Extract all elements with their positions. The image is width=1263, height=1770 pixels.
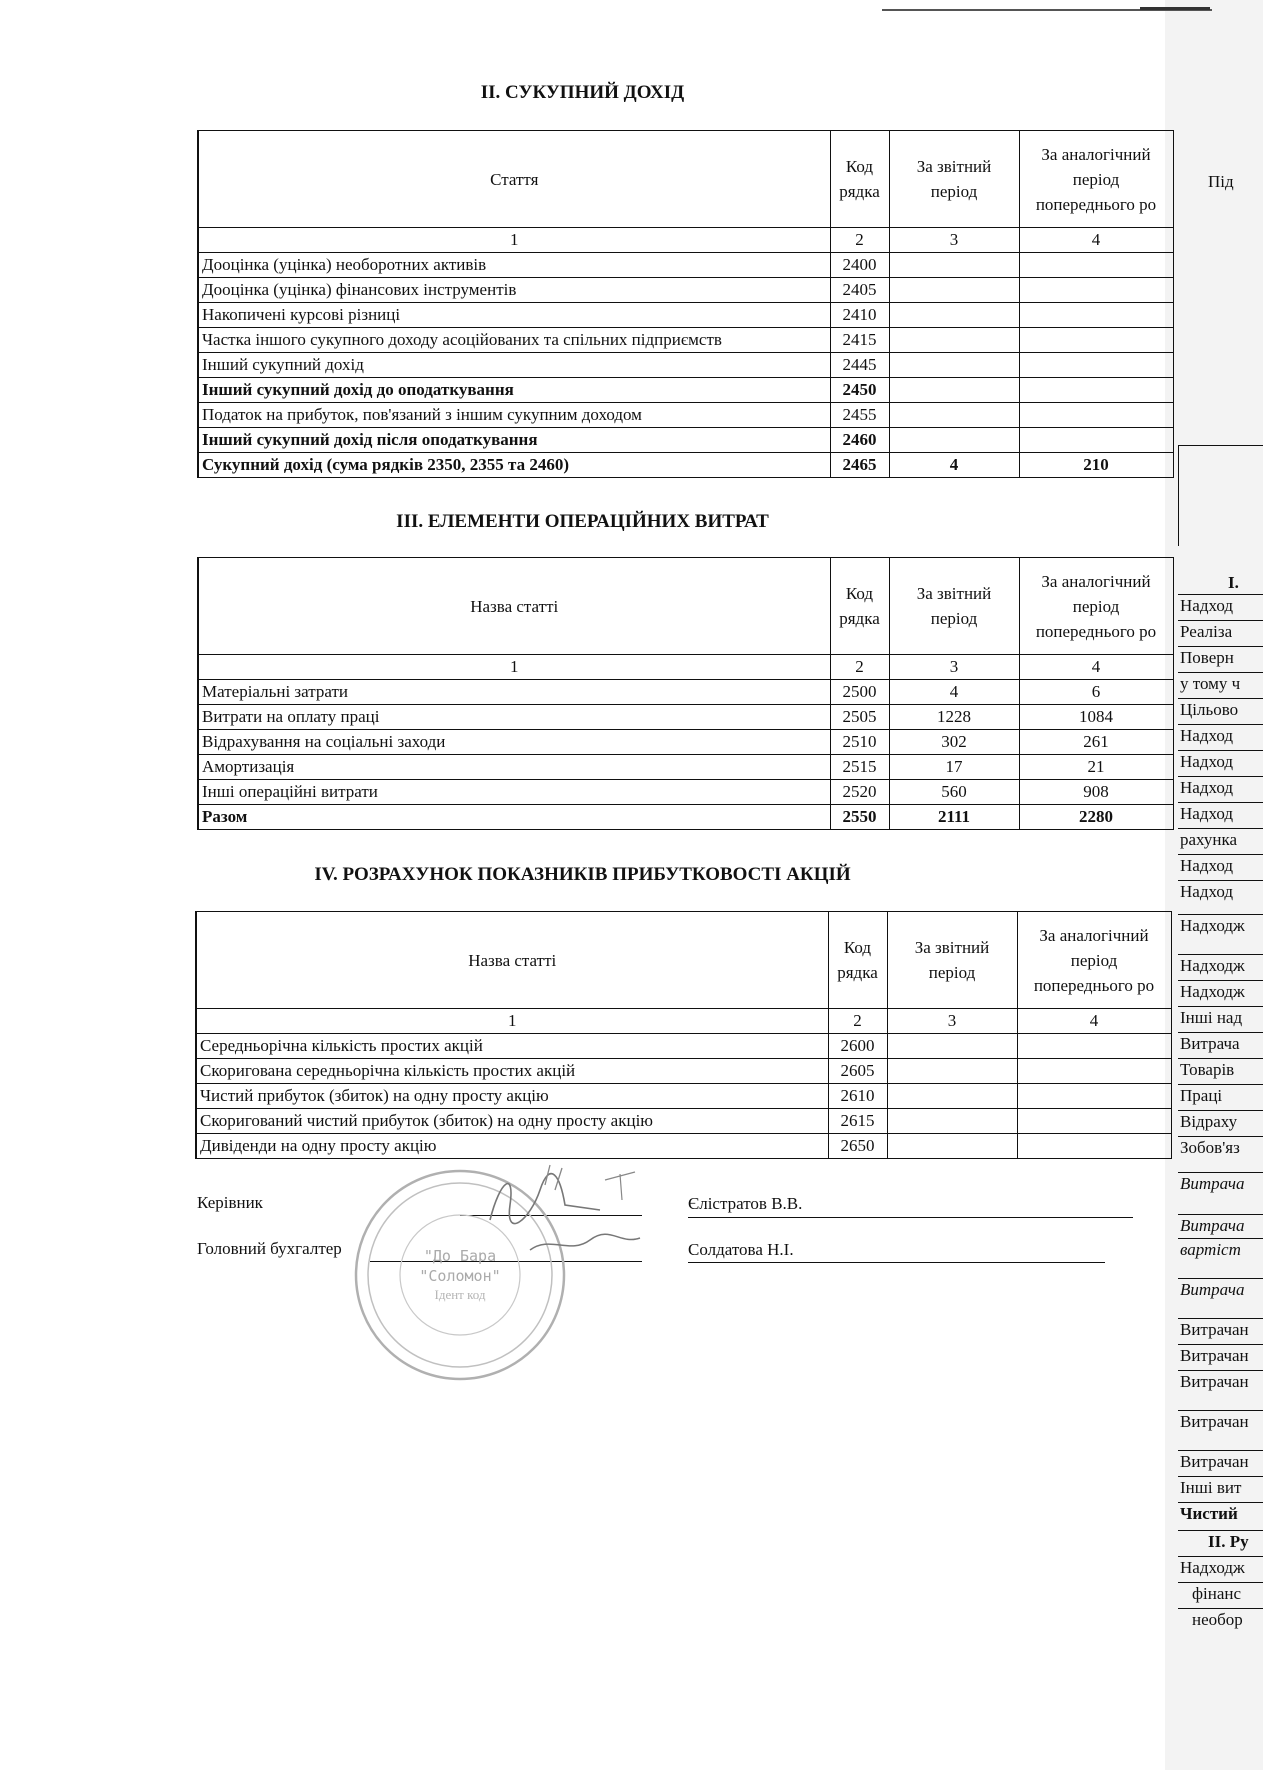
- next-page-row-line: [1178, 1450, 1263, 1451]
- column-header: Код рядка: [830, 558, 889, 655]
- row-code: 2400: [830, 253, 889, 278]
- next-page-row-line: [1178, 1318, 1263, 1319]
- next-page-row-line: [1178, 828, 1263, 829]
- next-page-header-box: [1178, 445, 1263, 546]
- next-page-item: Витрачан: [1180, 1452, 1249, 1471]
- next-page-row-line: [1178, 880, 1263, 881]
- column-index: 2: [830, 228, 889, 253]
- stamp-line-3: Ідент код: [434, 1287, 486, 1302]
- column-header: За звітний період: [889, 558, 1019, 655]
- value-current: 4: [889, 453, 1019, 478]
- value-previous: [1019, 428, 1173, 453]
- table-row: [198, 303, 1173, 328]
- column-header: За аналогічний період попереднього ро: [1019, 131, 1173, 228]
- value-previous: [1019, 253, 1173, 278]
- row-name: Відрахування на соціальні заходи: [198, 730, 830, 755]
- table-row: [196, 1034, 1171, 1059]
- row-code: 2650: [828, 1134, 887, 1159]
- row-code: 2610: [828, 1084, 887, 1109]
- next-page-row-line: [1178, 1608, 1263, 1609]
- value-current: [889, 403, 1019, 428]
- column-index: 2: [830, 655, 889, 680]
- row-name: Скоригований чистий прибуток (збиток) на одну просту акцію: [196, 1109, 828, 1134]
- next-page-row-line: [1178, 1556, 1263, 1557]
- costs-table: [197, 557, 1174, 830]
- director-label: Керівник: [197, 1193, 263, 1212]
- next-page-row-line: [1178, 954, 1263, 955]
- column-header: За звітний період: [887, 912, 1017, 1009]
- next-page-item: Надходж: [1180, 982, 1245, 1001]
- row-name: Дооцінка (уцінка) необоротних активів: [198, 253, 830, 278]
- table-row: [198, 253, 1173, 278]
- next-page-row-line: [1178, 1410, 1263, 1411]
- next-page-item: рахунка: [1180, 830, 1238, 849]
- value-current: [887, 1109, 1017, 1134]
- next-page-row-line: [1178, 646, 1263, 647]
- row-code: 2405: [830, 278, 889, 303]
- value-previous: [1019, 378, 1173, 403]
- row-code: 2510: [830, 730, 889, 755]
- row-name: Разом: [198, 805, 830, 830]
- director-name-line: [688, 1217, 1133, 1218]
- value-previous: 908: [1019, 780, 1173, 805]
- value-current: [889, 278, 1019, 303]
- row-name: Накопичені курсові різниці: [198, 303, 830, 328]
- stamp-line-2: "Соломон": [419, 1267, 501, 1285]
- next-page-item: необор: [1192, 1610, 1243, 1629]
- header-row: [198, 131, 1173, 228]
- column-index: 1: [198, 655, 830, 680]
- section-title-costs: III. ЕЛЕМЕНТИ ОПЕРАЦІЙНИХ ВИТРАТ: [396, 511, 769, 532]
- row-code: 2500: [830, 680, 889, 705]
- table-row: [198, 705, 1173, 730]
- next-page-row-line: [1178, 980, 1263, 981]
- table-row: [198, 453, 1173, 478]
- column-index: 2: [828, 1009, 887, 1034]
- row-code: 2505: [830, 705, 889, 730]
- next-page-item: Витрача: [1180, 1216, 1245, 1235]
- next-page-row-line: [1178, 1502, 1263, 1503]
- value-current: [889, 428, 1019, 453]
- next-page-item: Надход: [1180, 596, 1233, 615]
- value-current: [887, 1134, 1017, 1159]
- value-current: [887, 1084, 1017, 1109]
- next-page-header: Під: [1208, 172, 1234, 191]
- next-page-item: Інші над: [1180, 1008, 1243, 1027]
- column-header: За звітний період: [889, 131, 1019, 228]
- value-previous: [1017, 1084, 1171, 1109]
- row-code: 2415: [830, 328, 889, 353]
- next-page-item: Товарів: [1180, 1060, 1235, 1079]
- next-page-item: Витрача: [1180, 1174, 1245, 1193]
- director-name: Єлістратов В.В.: [688, 1194, 803, 1213]
- next-page-row-line: [1178, 1582, 1263, 1583]
- row-code: 2520: [830, 780, 889, 805]
- next-page-row-line: [1178, 1136, 1263, 1137]
- accountant-name: Солдатова Н.І.: [688, 1240, 794, 1259]
- row-name: Частка іншого сукупного доходу асоційованих та спільних підприємств: [198, 328, 830, 353]
- row-code: 2465: [830, 453, 889, 478]
- row-code: 2605: [828, 1059, 887, 1084]
- row-code: 2460: [830, 428, 889, 453]
- section-title-income: II. СУКУПНИЙ ДОХІД: [480, 82, 685, 103]
- next-page-item: Витрачан: [1180, 1320, 1249, 1339]
- row-name: Сукупний дохід (сума рядків 2350, 2355 та 2460): [198, 453, 830, 478]
- next-page-item: Витрачан: [1180, 1346, 1249, 1365]
- value-previous: [1017, 1134, 1171, 1159]
- next-page-row-line: [1178, 1214, 1263, 1215]
- table-row: [198, 805, 1173, 830]
- value-current: [887, 1059, 1017, 1084]
- value-current: [889, 253, 1019, 278]
- value-previous: 21: [1019, 755, 1173, 780]
- next-page-row-line: [1178, 1476, 1263, 1477]
- value-previous: [1017, 1059, 1171, 1084]
- value-previous: 6: [1019, 680, 1173, 705]
- table-row: [196, 1134, 1171, 1159]
- next-page-item: Надход: [1180, 778, 1233, 797]
- next-page-row-line: [1178, 1110, 1263, 1111]
- accountant-label: Головний бухгалтер: [197, 1239, 342, 1258]
- next-page-item: Надход: [1180, 752, 1233, 771]
- next-page-item: Витрачан: [1180, 1372, 1249, 1391]
- signature-scribbles: [470, 1160, 670, 1270]
- next-page-item: Витрача: [1180, 1280, 1245, 1299]
- next-page-item: Надходж: [1180, 956, 1245, 975]
- value-previous: [1019, 403, 1173, 428]
- value-current: [889, 353, 1019, 378]
- value-previous: [1019, 353, 1173, 378]
- table-row: [196, 1109, 1171, 1134]
- column-index: 3: [889, 655, 1019, 680]
- row-code: 2455: [830, 403, 889, 428]
- column-index: 4: [1019, 228, 1173, 253]
- column-header: Код рядка: [828, 912, 887, 1009]
- value-previous: [1019, 328, 1173, 353]
- column-header: Назва статті: [196, 912, 828, 1009]
- header-row: [198, 558, 1173, 655]
- column-index: 3: [889, 228, 1019, 253]
- table-row: [198, 730, 1173, 755]
- column-header: За аналогічний період попереднього ро: [1019, 558, 1173, 655]
- next-page-item: Надход: [1180, 726, 1233, 745]
- next-page-item: Цільово: [1180, 700, 1239, 719]
- next-page-row-line: [1178, 750, 1263, 751]
- next-page-row-line: [1178, 1032, 1263, 1033]
- value-current: 4: [889, 680, 1019, 705]
- next-page-item: Витрача: [1180, 1034, 1240, 1053]
- next-page-row-line: [1178, 620, 1263, 621]
- next-page-row-line: [1178, 1058, 1263, 1059]
- next-page-item: фінанс: [1192, 1584, 1242, 1603]
- accountant-name-line: [688, 1262, 1105, 1263]
- table-row: [198, 353, 1173, 378]
- section-title-shares: IV. РОЗРАХУНОК ПОКАЗНИКІВ ПРИБУТКОВОСТІ АКЦІЙ: [314, 864, 851, 885]
- row-name: Витрати на оплату праці: [198, 705, 830, 730]
- value-previous: [1017, 1034, 1171, 1059]
- column-header: Код рядка: [830, 131, 889, 228]
- value-previous: 1084: [1019, 705, 1173, 730]
- next-page-item: Надход: [1180, 804, 1233, 823]
- shares-table: [195, 911, 1172, 1159]
- value-previous: [1019, 303, 1173, 328]
- next-page-row-line: [1178, 1238, 1263, 1239]
- row-name: Скоригована середньорічна кількість простих акцій: [196, 1059, 828, 1084]
- row-code: 2410: [830, 303, 889, 328]
- next-page-item: Реаліза: [1180, 622, 1233, 641]
- row-name: Інший сукупний дохід після оподаткування: [198, 428, 830, 453]
- row-name: Податок на прибуток, пов'язаний з іншим сукупним доходом: [198, 403, 830, 428]
- next-page-row-line: [1178, 1172, 1263, 1173]
- next-page-section-mark: I.: [1228, 573, 1239, 592]
- next-page-item: Витрачан: [1180, 1412, 1249, 1431]
- stamp-line-1: "До Бара: [423, 1247, 497, 1265]
- next-page-item: Чистий: [1180, 1504, 1238, 1523]
- row-name: Дооцінка (уцінка) фінансових інструментів: [198, 278, 830, 303]
- column-index: 1: [196, 1009, 828, 1034]
- next-page-row-line: [1178, 1006, 1263, 1007]
- row-name: Інший сукупний дохід: [198, 353, 830, 378]
- value-current: [889, 303, 1019, 328]
- next-page-item: II. Ру: [1208, 1532, 1249, 1551]
- next-page-item: у тому ч: [1180, 674, 1241, 693]
- table-row: [198, 428, 1173, 453]
- column-index: 4: [1017, 1009, 1171, 1034]
- row-code: 2450: [830, 378, 889, 403]
- row-name: Інший сукупний дохід до оподаткування: [198, 378, 830, 403]
- table-row: [198, 755, 1173, 780]
- value-current: [889, 328, 1019, 353]
- table-row: [196, 1084, 1171, 1109]
- row-code: 2515: [830, 755, 889, 780]
- next-page-item: Праці: [1180, 1086, 1223, 1105]
- header-row: [196, 912, 1171, 1009]
- table-row: [198, 680, 1173, 705]
- next-page-row-line: [1178, 672, 1263, 673]
- value-current: 1228: [889, 705, 1019, 730]
- row-code: 2600: [828, 1034, 887, 1059]
- next-page-item: Надход: [1180, 856, 1233, 875]
- value-current: 302: [889, 730, 1019, 755]
- value-current: [887, 1034, 1017, 1059]
- row-name: Середньорічна кількість простих акцій: [196, 1034, 828, 1059]
- column-header: Назва статті: [198, 558, 830, 655]
- table-row: [198, 278, 1173, 303]
- table-row: [198, 378, 1173, 403]
- value-current: 2111: [889, 805, 1019, 830]
- next-page-row-line: [1178, 1344, 1263, 1345]
- next-page-row-line: [1178, 594, 1263, 595]
- next-page-row-line: [1178, 802, 1263, 803]
- column-index-row: [196, 1009, 1171, 1034]
- row-name: Амортизація: [198, 755, 830, 780]
- next-page-fragment: [1178, 0, 1263, 1770]
- next-page-row-line: [1178, 914, 1263, 915]
- next-page-item: Надход: [1180, 882, 1233, 901]
- column-index: 3: [887, 1009, 1017, 1034]
- value-current: 560: [889, 780, 1019, 805]
- next-page-row-line: [1178, 854, 1263, 855]
- row-name: Інші операційні витрати: [198, 780, 830, 805]
- value-current: [889, 378, 1019, 403]
- income-table: [197, 130, 1174, 478]
- next-page-item: Поверн: [1180, 648, 1234, 667]
- next-page-item: Відраху: [1180, 1112, 1238, 1131]
- next-page-item: Зобов'яз: [1180, 1138, 1240, 1157]
- next-page-item: Інші вит: [1180, 1478, 1242, 1497]
- value-previous: [1017, 1109, 1171, 1134]
- next-page-row-line: [1178, 1084, 1263, 1085]
- next-page-row-line: [1178, 776, 1263, 777]
- next-page-row-line: [1178, 1530, 1263, 1531]
- next-page-row-line: [1178, 1278, 1263, 1279]
- table-row: [198, 780, 1173, 805]
- column-index: 4: [1019, 655, 1173, 680]
- row-code: 2550: [830, 805, 889, 830]
- value-previous: 261: [1019, 730, 1173, 755]
- column-index-row: [198, 228, 1173, 253]
- next-page-row-line: [1178, 698, 1263, 699]
- table-row: [196, 1059, 1171, 1084]
- row-name: Чистий прибуток (збиток) на одну просту акцію: [196, 1084, 828, 1109]
- row-name: Матеріальні затрати: [198, 680, 830, 705]
- row-name: Дивіденди на одну просту акцію: [196, 1134, 828, 1159]
- value-current: 17: [889, 755, 1019, 780]
- row-code: 2615: [828, 1109, 887, 1134]
- value-previous: [1019, 278, 1173, 303]
- next-page-item: вартіст: [1180, 1240, 1241, 1259]
- next-page-row-line: [1178, 1370, 1263, 1371]
- next-page-item: Надходж: [1180, 916, 1245, 935]
- row-code: 2445: [830, 353, 889, 378]
- column-index: 1: [198, 228, 830, 253]
- column-header: Стаття: [198, 131, 830, 228]
- next-page-row-line: [1178, 724, 1263, 725]
- column-index-row: [198, 655, 1173, 680]
- table-row: [198, 403, 1173, 428]
- value-previous: 2280: [1019, 805, 1173, 830]
- column-header: За аналогічний період попереднього ро: [1017, 912, 1171, 1009]
- next-page-item: Надходж: [1180, 1558, 1245, 1577]
- value-previous: 210: [1019, 453, 1173, 478]
- table-row: [198, 328, 1173, 353]
